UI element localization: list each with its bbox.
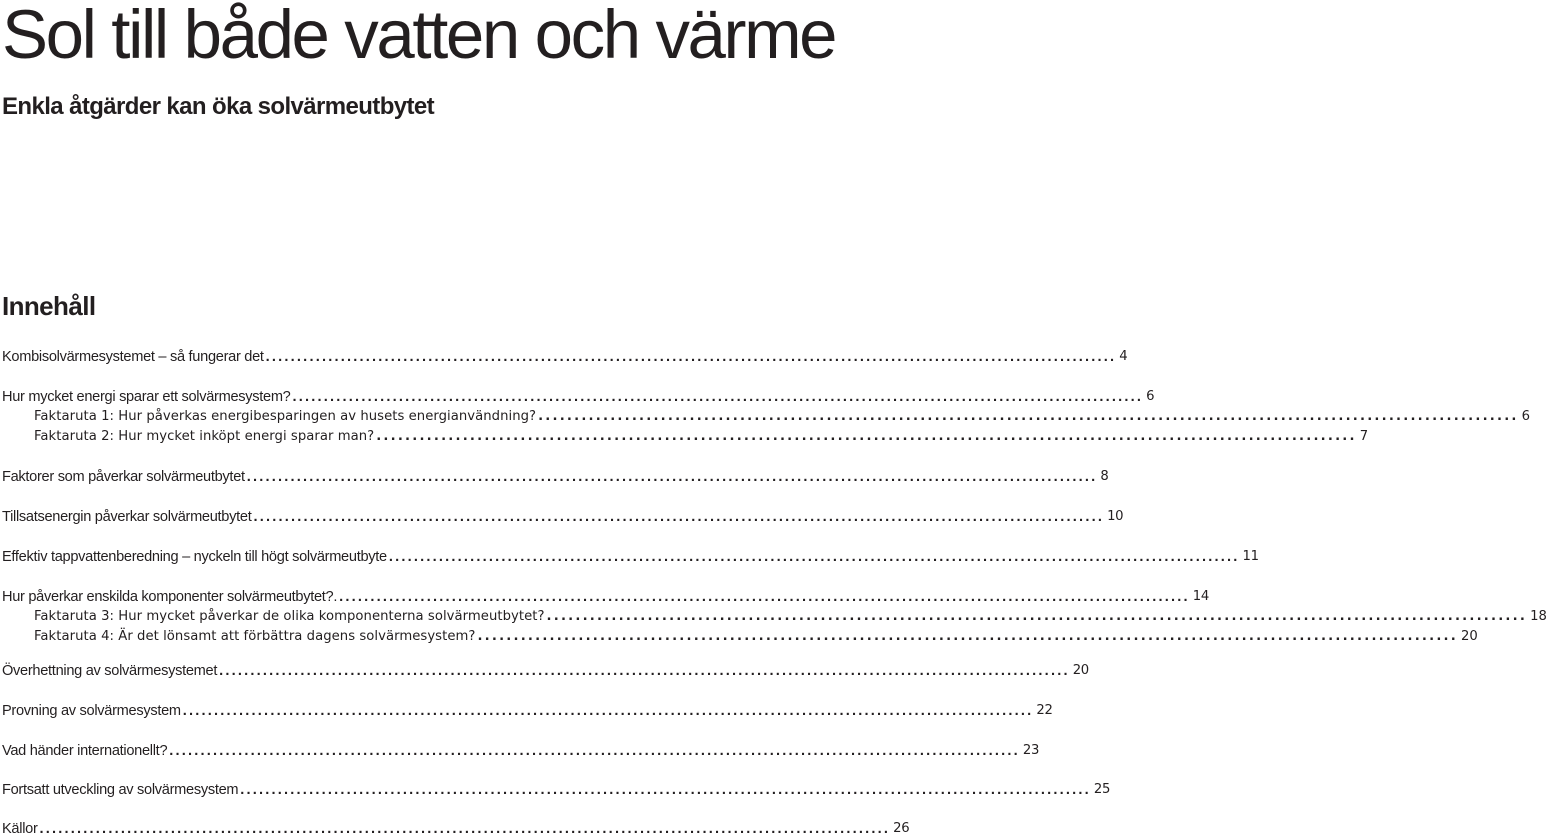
document-subtitle: Enkla åtgärder kan öka solvärmeutbytet bbox=[2, 93, 435, 120]
toc-entry-label: Faktaruta 2: Hur mycket inköpt energi sparar man? bbox=[34, 429, 375, 444]
toc-entry-label: Hur påverkar enskilda komponenter solvärmeutbytet?. bbox=[2, 589, 338, 605]
toc-page-number: 23 bbox=[1022, 743, 1040, 758]
toc-page-number: 6 bbox=[1521, 409, 1531, 424]
toc-leader: ........................................................................................................................................ bbox=[376, 429, 1357, 444]
toc-leader: ........................................................................................................................................ bbox=[246, 469, 1098, 485]
toc-page-number: 25 bbox=[1093, 782, 1111, 797]
toc-leader: ........................................................................................................................................ bbox=[388, 549, 1240, 565]
toc-entry[interactable] bbox=[2, 506, 1124, 526]
toc-leader: ........................................................................................................................................ bbox=[219, 663, 1070, 679]
toc-leader: ........................................................................................................................................ bbox=[169, 743, 1020, 759]
toc-leader: ........................................................................................................................................ bbox=[339, 589, 1190, 605]
toc-page-number: 26 bbox=[893, 821, 910, 836]
toc-page-number: 10 bbox=[1107, 509, 1124, 524]
toc-entry-label: Effektiv tappvattenberedning – nyckeln till högt solvärmeutbyte bbox=[2, 549, 387, 565]
toc-leader: ........................................................................................................................................ bbox=[182, 703, 1034, 719]
toc-leader: ........................................................................................................................................ bbox=[292, 389, 1144, 405]
toc-leader: ........................................................................................................................................ bbox=[39, 821, 891, 837]
table-of-contents bbox=[2, 0, 1547, 837]
toc-entry-label: Överhettning av solvärmesystemet bbox=[2, 663, 218, 679]
toc-page-number: 14 bbox=[1192, 589, 1209, 604]
toc-subentry[interactable] bbox=[2, 406, 1531, 426]
toc-entry-label: Fortsatt utveckling av solvärmesystem bbox=[2, 782, 239, 798]
toc-entry-label: Hur mycket energi sparar ett solvärmesystem? bbox=[2, 389, 291, 405]
toc-page-number: 7 bbox=[1359, 429, 1369, 444]
toc-leader: ........................................................................................................................................ bbox=[477, 629, 1458, 644]
toc-entry-label: Vad händer internationellt? bbox=[2, 743, 168, 759]
toc-entry[interactable] bbox=[2, 818, 910, 838]
toc-leader: ........................................................................................................................................ bbox=[265, 349, 1117, 365]
toc-leader: ........................................................................................................................................ bbox=[253, 509, 1105, 525]
toc-page-number: 22 bbox=[1036, 703, 1053, 718]
toc-page-number: 20 bbox=[1072, 663, 1089, 678]
toc-entry[interactable] bbox=[2, 346, 1128, 366]
toc-leader: ........................................................................................................................................ bbox=[546, 609, 1528, 624]
toc-entry[interactable] bbox=[2, 586, 1209, 606]
toc-page-number: 6 bbox=[1146, 389, 1155, 404]
toc-page-number: 20 bbox=[1460, 629, 1478, 644]
toc-leader: ........................................................................................................................................ bbox=[538, 409, 1519, 424]
toc-page-number: 18 bbox=[1530, 609, 1547, 624]
toc-entry-label: Tillsatsenergin påverkar solvärmeutbytet bbox=[2, 509, 252, 525]
toc-entry[interactable] bbox=[2, 700, 1053, 720]
toc-entry[interactable] bbox=[2, 779, 1111, 799]
toc-entry-label: Faktorer som påverkar solvärmeutbytet bbox=[2, 469, 245, 485]
toc-subentry[interactable] bbox=[2, 626, 1478, 646]
toc-entry-label: Faktaruta 3: Hur mycket påverkar de olika komponenterna solvärmeutbytet? bbox=[34, 609, 545, 624]
toc-entry[interactable] bbox=[2, 660, 1089, 680]
toc-entry-label: Provning av solvärmesystem bbox=[2, 703, 181, 719]
toc-leader: ........................................................................................................................................ bbox=[240, 782, 1091, 798]
toc-page-number: 4 bbox=[1119, 349, 1128, 364]
toc-subentry[interactable] bbox=[2, 426, 1369, 446]
toc-heading: Innehåll bbox=[2, 291, 96, 321]
document-title: Sol till både vatten och värme bbox=[2, 0, 836, 73]
toc-entry[interactable] bbox=[2, 546, 1259, 566]
toc-subentry[interactable] bbox=[2, 606, 1547, 626]
toc-entry[interactable] bbox=[2, 466, 1109, 486]
toc-page-number: 8 bbox=[1100, 469, 1109, 484]
toc-entry-label: Källor bbox=[2, 821, 38, 837]
toc-page-number: 11 bbox=[1242, 549, 1259, 564]
toc-entry[interactable] bbox=[2, 386, 1155, 406]
toc-entry-label: Faktaruta 1: Hur påverkas energibesparingen av husets energianvändning? bbox=[34, 409, 537, 424]
toc-entry-label: Kombisolvärmesystemet – så fungerar det bbox=[2, 349, 264, 365]
toc-entry-label: Faktaruta 4: Är det lönsamt att förbättra dagens solvärmesystem? bbox=[34, 629, 476, 644]
toc-entry[interactable] bbox=[2, 740, 1040, 760]
